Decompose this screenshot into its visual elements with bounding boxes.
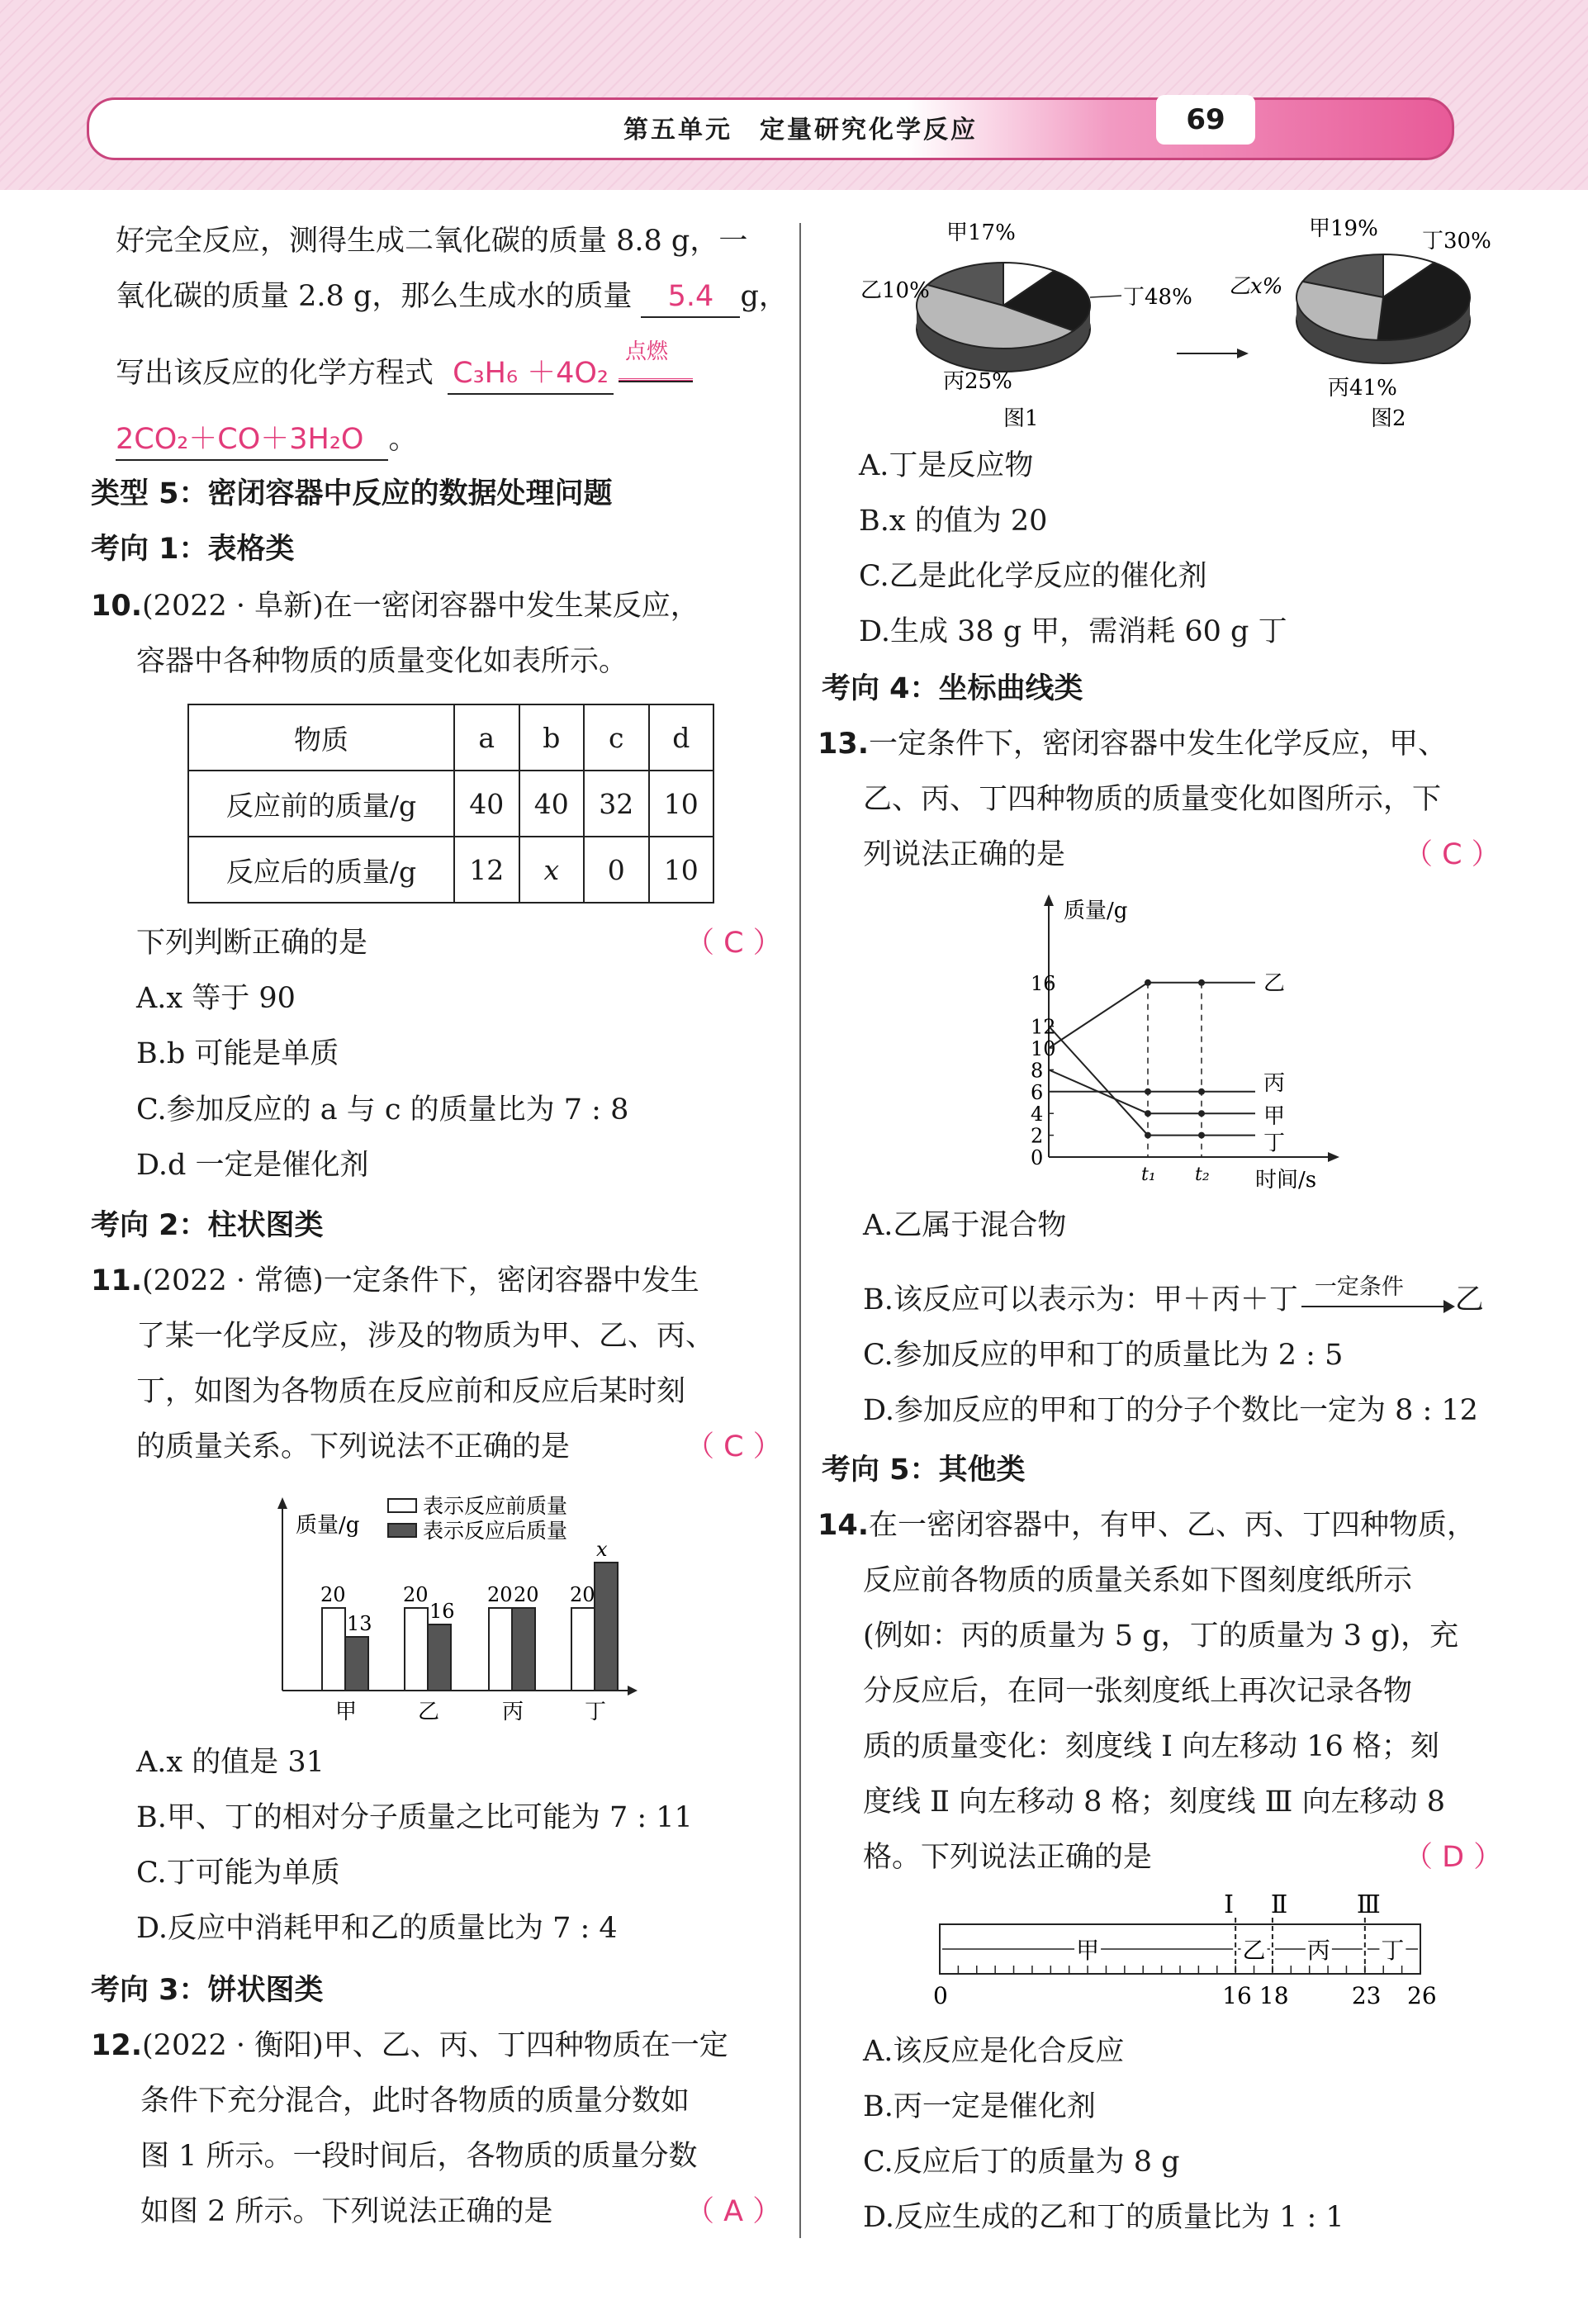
continued-line-1: 好完全反应，测得生成二氧化碳的质量 8.8 g，一 — [116, 225, 748, 258]
bar-before-0 — [322, 1608, 345, 1691]
q14-option-d: D.反应生成的乙和丁的质量比为 1 : 1 — [863, 2201, 1344, 2234]
table-cell: 10 — [649, 837, 714, 903]
transition-arrow-head — [1237, 349, 1249, 358]
y-tick-0: 0 — [1031, 1146, 1044, 1169]
table-header: 物质 — [188, 704, 454, 771]
y-tick-12: 12 — [1031, 1015, 1056, 1039]
pie2-label-bing: 丙41% — [1328, 376, 1397, 401]
q13-line-2: 乙、丙、丁四种物质的质量变化如图所示，下 — [863, 783, 1442, 816]
q14-line-4: 分反应后，在同一张刻度纸上再次记录各物 — [863, 1675, 1413, 1708]
q14-line-7: 格。下列说法正确的是 — [863, 1841, 1153, 1874]
header-background — [0, 0, 1588, 190]
series-point-乙 — [1145, 979, 1151, 986]
x-axis-label: 时间/s — [1255, 1168, 1317, 1193]
segment-label-3: 丁 — [1381, 1937, 1405, 1964]
bar-category-1: 乙 — [418, 1700, 440, 1724]
table-cell: 0 — [584, 837, 649, 903]
q14-line-5: 质的质量变化：刻度线 Ⅰ 向左移动 16 格；刻 — [863, 1730, 1439, 1763]
scale-number-16: 16 — [1222, 1982, 1252, 2009]
table-cell: 10 — [649, 771, 714, 837]
y-tick-2: 2 — [1031, 1124, 1044, 1148]
pie1-label-ding: 丁48% — [1123, 285, 1192, 310]
legend-after: 表示反应后质量 — [423, 1519, 568, 1543]
equation-condition: 点燃 — [619, 355, 693, 382]
unit-title: 第五单元 定量研究化学反应 — [623, 116, 978, 145]
pie1-leader-line — [1090, 296, 1121, 297]
scale-mark-2: Ⅱ — [1270, 1891, 1288, 1919]
q11-option-d: D.反应中消耗甲和乙的质量比为 7 : 4 — [136, 1912, 618, 1945]
q14-line-6: 度线 Ⅱ 向左移动 8 格；刻度线 Ⅲ 向左移动 8 — [863, 1786, 1445, 1819]
q11-answer: （ C ） — [685, 1430, 782, 1463]
q13-option-c: C.参加反应的甲和丁的质量比为 2 : 5 — [863, 1339, 1344, 1372]
q11-line-1: 11.(2022 · 常德)一定条件下，密闭容器中发生 — [91, 1264, 699, 1297]
q12-line-1: 12.(2022 · 衡阳)甲、乙、丙、丁四种物质在一定 — [91, 2029, 728, 2062]
q12-line-2: 条件下充分混合，此时各物质的质量分数如 — [140, 2084, 690, 2118]
q13-option-a: A.乙属于混合物 — [863, 1209, 1067, 1242]
table-cell: 反应前的质量/g — [188, 771, 454, 837]
q12-line-4: 如图 2 所示。下列说法正确的是 — [140, 2195, 553, 2228]
bar-category-2: 丙 — [502, 1700, 524, 1724]
y-tick-16: 16 — [1031, 971, 1056, 995]
series-point-丁 — [1198, 1132, 1205, 1139]
q11-line-4: 的质量关系。下列说法不正确的是 — [136, 1430, 571, 1463]
legend-swatch-after — [388, 1524, 416, 1537]
legend-before: 表示反应前质量 — [423, 1494, 568, 1518]
table-header: b — [519, 704, 585, 771]
q11-option-b: B.甲、丁的相对分子质量之比可能为 7 : 11 — [136, 1801, 693, 1834]
pie2-label-yi: 乙x% — [1229, 274, 1283, 299]
q10-line-2: 容器中各种物质的质量变化如表所示。 — [136, 645, 628, 678]
q13-line-chart — [1016, 888, 1363, 1193]
direction3-heading: 考向 3：饼状图类 — [91, 1974, 324, 2007]
y-tick-4: 4 — [1031, 1103, 1044, 1126]
q12-option-c: C.乙是此化学反应的催化剂 — [859, 560, 1207, 593]
q14-line-2: 反应前各物质的质量关系如下图刻度纸所示 — [863, 1564, 1413, 1597]
pie1-label-yi: 乙10% — [860, 278, 930, 303]
q14-option-b: B.丙一定是催化剂 — [863, 2090, 1096, 2123]
q10-option-c: C.参加反应的 a 与 c 的质量比为 7 : 8 — [136, 1093, 629, 1126]
segment-label-2: 丙 — [1306, 1937, 1330, 1964]
table-cell: 40 — [454, 771, 519, 837]
q12-answer: （ A ） — [685, 2195, 782, 2228]
pie2-title: 图2 — [1371, 406, 1406, 431]
direction5-heading: 考向 5：其他类 — [822, 1454, 1026, 1487]
segment-label-0: 甲 — [1076, 1937, 1100, 1964]
bar-category-3: 丁 — [585, 1700, 607, 1724]
table-cell: 反应后的质量/g — [188, 837, 454, 903]
x-axis-arrow — [628, 1686, 638, 1696]
direction1-heading: 考向 1：表格类 — [91, 533, 295, 566]
q11-line-3: 丁，如图为各物质在反应前和反应后某时刻 — [136, 1375, 686, 1408]
series-point-丙 — [1145, 1088, 1151, 1095]
pie-chart-2 — [1296, 254, 1470, 363]
series-label-乙: 乙 — [1263, 970, 1286, 996]
legend-swatch-before — [388, 1499, 416, 1512]
bar-label-before-2: 20 — [487, 1583, 513, 1606]
series-point-甲 — [1198, 1110, 1205, 1117]
q13-option-d: D.参加反应的甲和丁的分子个数比一定为 8 : 12 — [863, 1394, 1478, 1427]
q12-option-d: D.生成 38 g 甲，需消耗 60 g 丁 — [859, 615, 1287, 648]
q13-line-1: 13.一定条件下，密闭容器中发生化学反应，甲、 — [818, 728, 1448, 761]
scale-number-26: 26 — [1407, 1982, 1437, 2009]
scale-number-23: 23 — [1351, 1982, 1382, 2009]
continued-line-2: 氧化碳的质量 2.8 g，那么生成水的质量 5.4 g， — [116, 277, 788, 318]
q11-line-2: 了某一化学反应，涉及的物质为甲、乙、丙、 — [136, 1320, 715, 1353]
q14-option-c: C.反应后丁的质量为 8 g — [863, 2146, 1180, 2179]
page-number: 69 — [1156, 95, 1255, 145]
q13-line-3: 列说法正确的是 — [863, 838, 1066, 871]
direction4-heading: 考向 4：坐标曲线类 — [822, 672, 1083, 705]
series-label-丙: 丙 — [1263, 1070, 1286, 1096]
pie1-title: 图1 — [1003, 406, 1039, 431]
series-point-丙 — [1198, 1088, 1205, 1095]
type5-heading: 类型 5：密闭容器中反应的数据处理问题 — [91, 477, 613, 510]
series-point-乙 — [1198, 979, 1205, 986]
scale-mark-1: Ⅰ — [1224, 1891, 1235, 1919]
pie1-label-jia: 甲17% — [946, 221, 1016, 245]
y-tick-8: 8 — [1031, 1059, 1044, 1083]
table-cell: 32 — [584, 771, 649, 837]
x-axis-arrow — [1328, 1152, 1339, 1162]
series-line-乙 — [1049, 983, 1255, 1048]
scale-number-18: 18 — [1259, 1982, 1289, 2009]
y-axis-arrow — [1044, 894, 1054, 906]
y-tick-10: 10 — [1031, 1037, 1056, 1060]
q10-stem: 下列判断正确的是 — [136, 927, 368, 960]
x-tick-0: t₁ — [1141, 1164, 1156, 1185]
series-point-甲 — [1145, 1110, 1151, 1117]
bar-before-1 — [405, 1608, 428, 1691]
pie2-label-ding: 丁30% — [1422, 229, 1491, 254]
x-tick-1: t₂ — [1195, 1164, 1210, 1185]
series-label-丁: 丁 — [1263, 1131, 1286, 1156]
q14-line-3: (例如：丙的质量为 5 g，丁的质量为 3 g)，充 — [863, 1620, 1459, 1653]
equation-right: 2CO₂＋CO＋3H₂O — [116, 420, 388, 461]
bar-after-2 — [512, 1608, 535, 1691]
y-axis-label: 质量/g — [296, 1513, 360, 1538]
y-axis-label: 质量/g — [1064, 899, 1128, 923]
q10-data-table — [187, 704, 714, 904]
reaction-arrow: 一定条件 — [1298, 1289, 1455, 1314]
continued-line-4: 2CO₂＋CO＋3H₂O 。 — [116, 420, 417, 461]
bar-label-before-0: 20 — [320, 1583, 346, 1606]
q14-answer: （ D ） — [1404, 1841, 1503, 1874]
bar-before-3 — [571, 1608, 595, 1691]
bar-label-after-1: 16 — [429, 1600, 455, 1623]
continued-line-3: 写出该反应的化学方程式 C₃H₆ ＋4O₂ 点燃 — [116, 353, 693, 395]
bar-category-0: 甲 — [335, 1700, 358, 1724]
table-header: c — [584, 704, 649, 771]
series-point-丁 — [1145, 1132, 1151, 1139]
q12-option-a: A.丁是反应物 — [859, 449, 1034, 482]
series-label-甲: 甲 — [1263, 1104, 1286, 1130]
segment-label-1: 乙 — [1242, 1937, 1266, 1964]
q14-option-a: A.该反应是化合反应 — [863, 2035, 1125, 2068]
q13-option-b: B.该反应可以表示为：甲＋丙＋丁 一定条件 乙 — [863, 1273, 1484, 1316]
y-axis-arrow — [277, 1497, 287, 1509]
bar-label-before-1: 20 — [403, 1583, 429, 1606]
scale-mark-3: Ⅲ — [1356, 1891, 1381, 1919]
series-line-丁 — [1049, 1027, 1255, 1136]
q10-option-a: A.x 等于 90 — [136, 982, 296, 1015]
q14-line-1: 14.在一密闭容器中，有甲、乙、丙、丁四种物质， — [818, 1509, 1477, 1542]
q10-option-b: B.b 可能是单质 — [136, 1037, 339, 1070]
equation-left: C₃H₆ ＋4O₂ — [448, 353, 614, 395]
q10-option-d: D.d 一定是催化剂 — [136, 1149, 369, 1182]
q10-line-1: 10.(2022 · 阜新)在一密闭容器中发生某反应， — [91, 590, 699, 623]
pie1-label-bing: 丙25% — [943, 369, 1012, 394]
q11-option-c: C.丁可能为单质 — [136, 1857, 340, 1890]
direction2-heading: 考向 2：柱状图类 — [91, 1209, 324, 1242]
bar-after-0 — [345, 1637, 368, 1691]
q12-line-3: 图 1 所示。一段时间后，各物质的质量分数 — [140, 2140, 698, 2173]
q14-scale-paper — [925, 1891, 1453, 2015]
scale-number-0: 0 — [933, 1982, 948, 2009]
q10-answer: （ C ） — [685, 927, 782, 960]
bar-label-after-2: 20 — [514, 1583, 539, 1606]
table-header: a — [454, 704, 519, 771]
q11-option-a: A.x 的值是 31 — [136, 1746, 325, 1779]
table-header: d — [649, 704, 714, 771]
column-divider — [799, 223, 801, 2238]
q13-answer: （ C ） — [1404, 838, 1500, 871]
bar-label-after-0: 13 — [347, 1612, 372, 1635]
table-cell: x — [519, 837, 585, 903]
bar-after-1 — [428, 1624, 451, 1691]
pie2-label-jia: 甲19% — [1309, 216, 1378, 241]
bar-label-after-3: x — [596, 1538, 608, 1561]
q12-pie-charts — [851, 215, 1511, 438]
bar-after-3 — [595, 1563, 618, 1691]
table-cell: 12 — [454, 837, 519, 903]
y-tick-6: 6 — [1031, 1080, 1044, 1104]
water-mass-answer: 5.4 — [641, 277, 740, 318]
q12-option-b: B.x 的值为 20 — [859, 505, 1048, 538]
bar-before-2 — [489, 1608, 512, 1691]
pie-chart-1 — [917, 263, 1090, 372]
table-cell: 40 — [519, 771, 585, 837]
q11-bar-chart — [264, 1491, 644, 1730]
bar-label-before-3: 20 — [570, 1583, 595, 1606]
